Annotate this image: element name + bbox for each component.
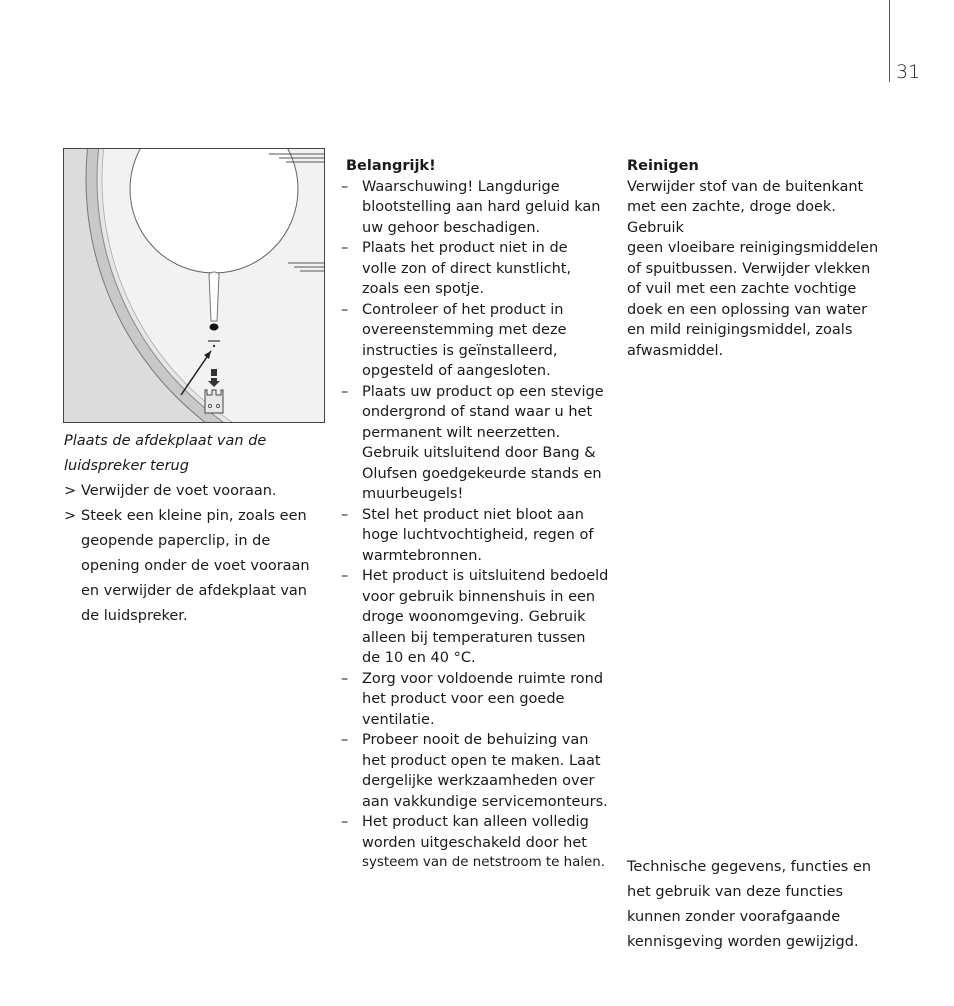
- caption-step: > Verwijder de voet vooraan.: [64, 483, 277, 499]
- page-rule: [889, 0, 890, 82]
- warning-item: – Het product is uitsluitend bedoeld voor gebruik binnenshuis in een droge woonomgeving. Gebruik alleen bij temperaturen tussen de 10 en 40 °C.: [341, 568, 609, 666]
- cleaning-heading: Reinigen: [627, 158, 699, 174]
- bullet-dash: –: [341, 240, 349, 256]
- important-list: [341, 177, 613, 874]
- important-section: [341, 156, 613, 874]
- caption-title: Plaats de afdekplaat van de luidspreker terug: [64, 433, 267, 474]
- disclaimer-note: Technische gegevens, functies en het gebruik van deze functies kunnen zonder voorafgaande kennisgeving worden gewijzigd.: [627, 859, 872, 950]
- caption-step: > Steek een kleine pin, zoals een geopende paperclip, in de opening onder de voet vooraan en verwijder de afdekplaat van de luidspreker.: [64, 508, 310, 624]
- cleaning-text: Verwijder stof van de buitenkant met een zachte, droge doek. Gebruik geen vloeibare reinigingsmiddelen of spuitbussen. Verwijder vlekken of vuil met een zachte vochtige doek en een oplossing van water en mild reinigingsmiddel, zoals afwasmiddel.: [627, 178, 879, 359]
- bullet-dash: –: [341, 506, 349, 523]
- warning-item: – Het product kan alleen volledig worden uitgeschakeld door het: [341, 814, 589, 851]
- warning-item: systeem van de netstroom te halen.: [362, 855, 606, 870]
- bullet-dash: –: [341, 301, 349, 318]
- bullet-dash: –: [341, 732, 349, 748]
- bullet-dash: –: [341, 178, 349, 195]
- warning-item: – Plaats het product niet in de volle zon of direct kunstlicht, zoals een spotje.: [341, 240, 572, 297]
- cleaning-section: [627, 156, 895, 361]
- warning-item: – Probeer nooit de behuizing van het product open te maken. Laat dergelijke werkzaamheden over aan vakkundige servicemonteurs.: [341, 732, 608, 810]
- speaker-illustration: [63, 148, 325, 423]
- illustration-caption: [64, 429, 324, 629]
- warning-item: – Stel het product niet bloot aan hoge luchtvochtigheid, regen of warmtebronnen.: [341, 506, 594, 564]
- bullet-dash: –: [341, 670, 349, 687]
- warning-item: – Waarschuwing! Langdurige blootstelling aan hard geluid kan uw gehoor beschadigen.: [341, 178, 601, 236]
- warning-item: – Plaats uw product op een stevige ondergrond of stand waar u het permanent wilt neerzetten. Gebruik uitsluitend door Bang & Olufsen goedgekeurde stands en muurbeugels!: [341, 383, 604, 502]
- bullet-dash: –: [341, 383, 349, 400]
- important-heading: Belangrijk!: [346, 158, 436, 174]
- page-number: 31: [896, 61, 921, 83]
- warning-item: – Zorg voor voldoende ruimte rond het product voor een goede ventilatie.: [341, 670, 604, 728]
- warning-item: – Controleer of het product in overeenstemming met deze instructies is geïnstalleerd, opgesteld of aangesloten.: [341, 301, 567, 379]
- caption-steps: [64, 479, 324, 629]
- bullet-dash: –: [341, 568, 349, 584]
- bullet-dash: –: [341, 814, 349, 830]
